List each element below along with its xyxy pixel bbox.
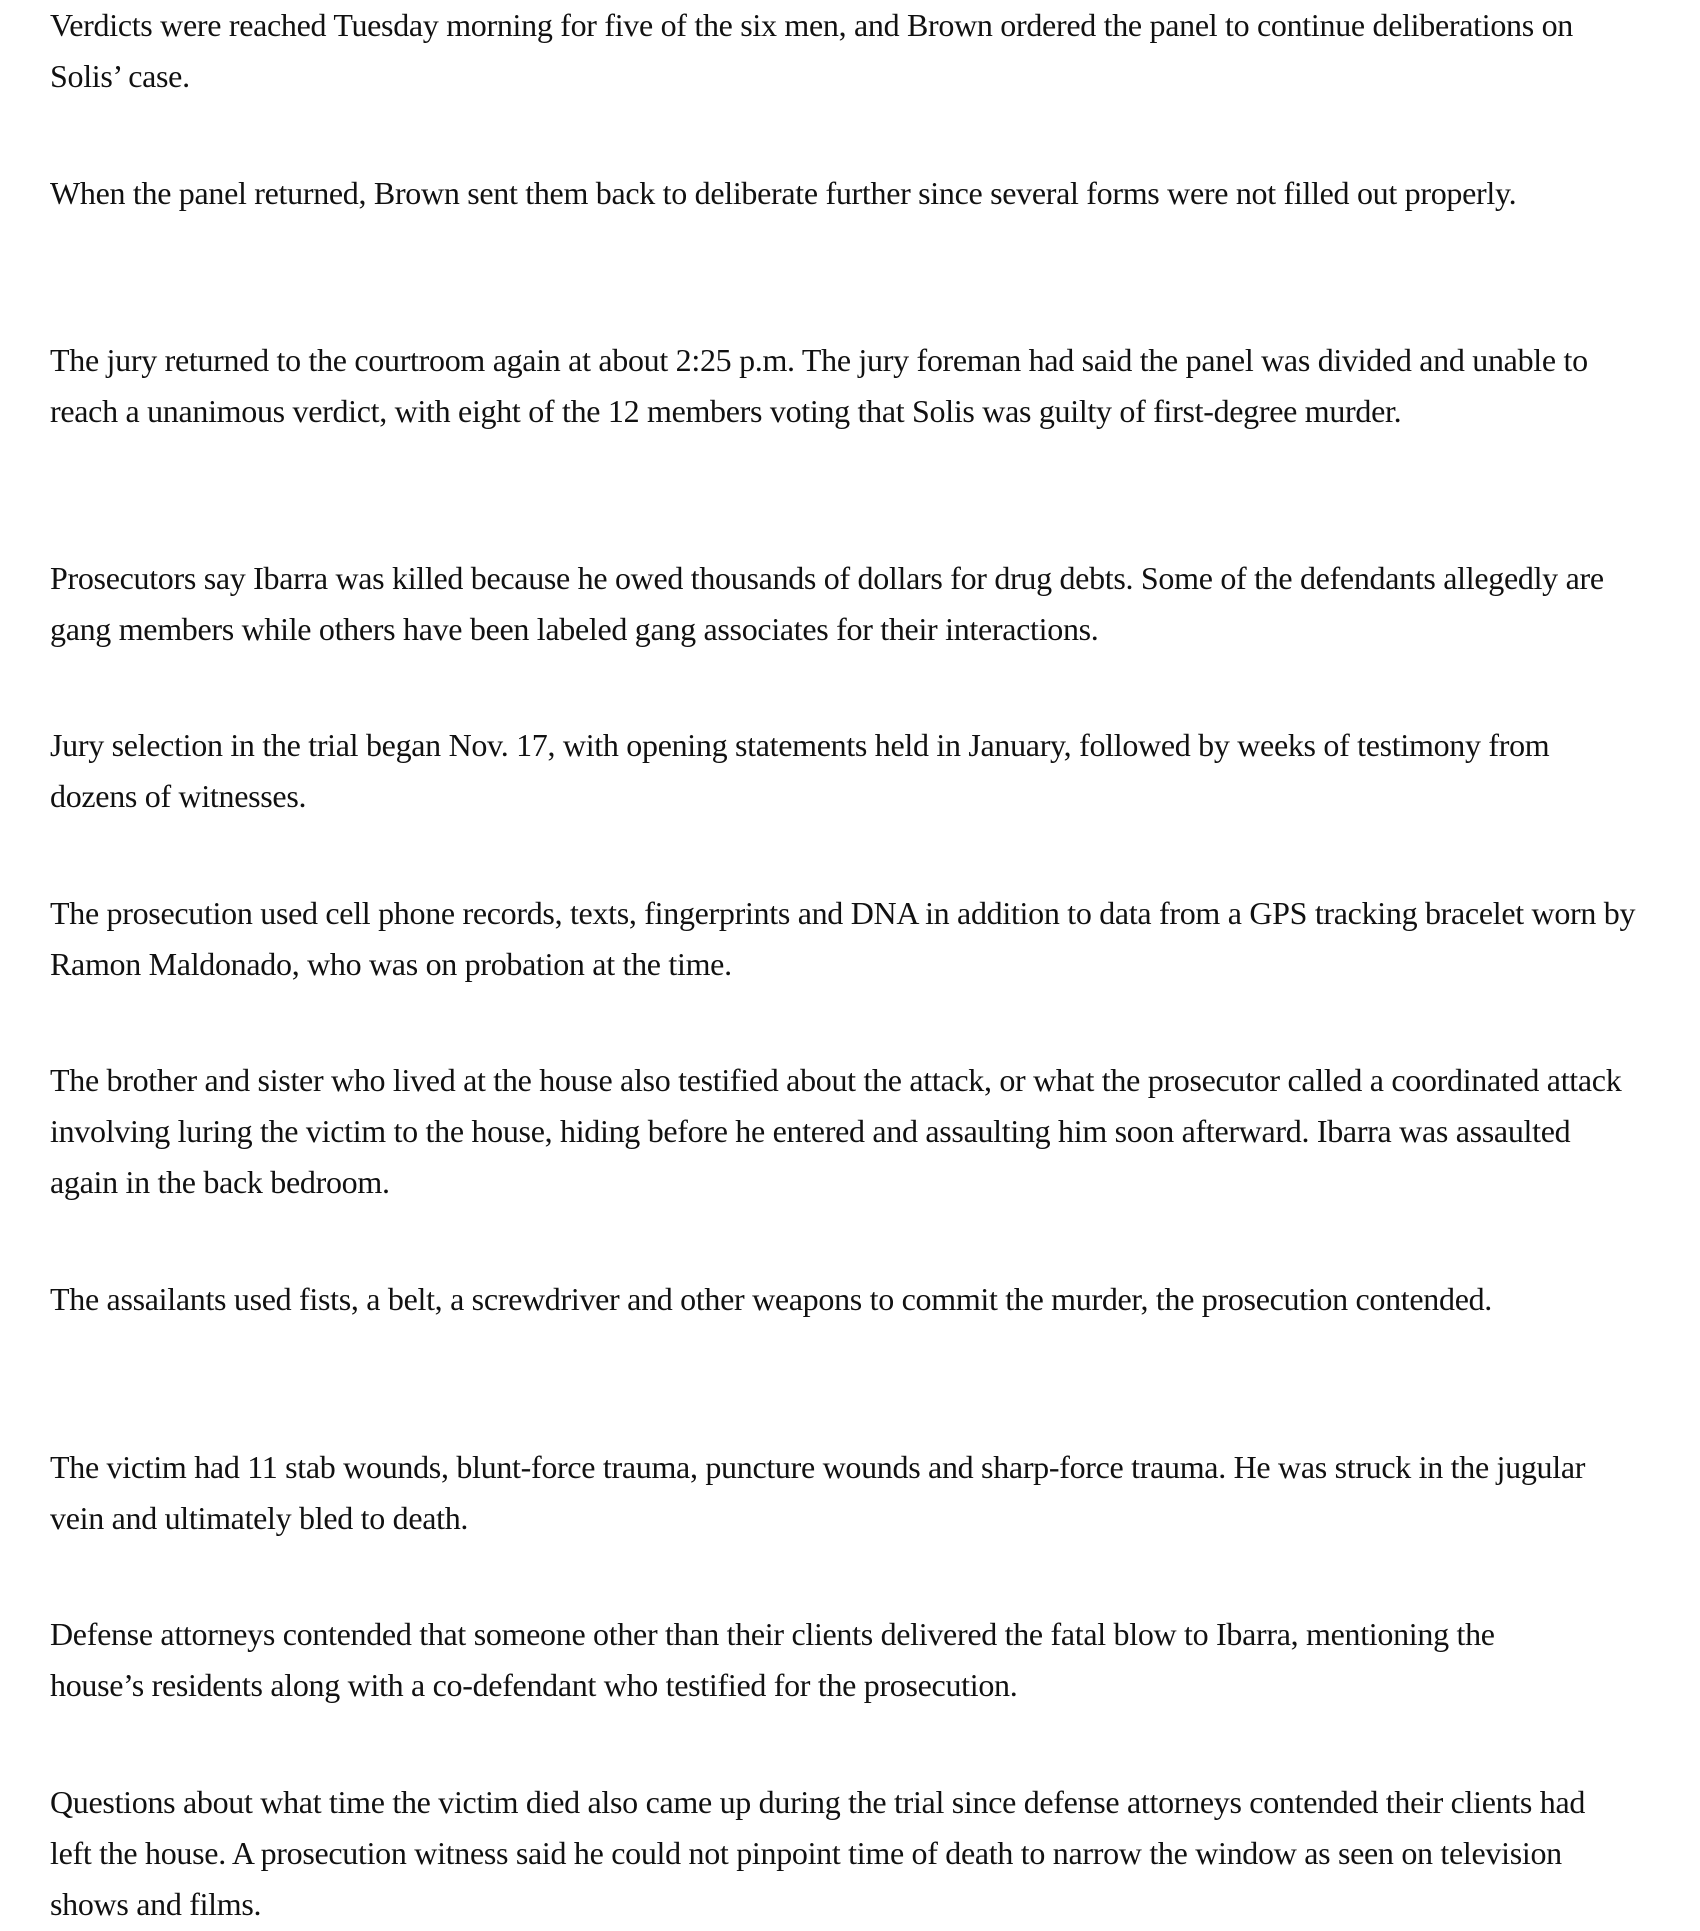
paragraph-prosecution-evidence: The prosecution used cell phone records, texts, fingerprints and DNA in addition to data from a GPS tracking bracelet worn by Ramon Maldonado, who was on probation at the time. (50, 895, 1636, 982)
paragraph-victim-wounds: The victim had 11 stab wounds, blunt-force trauma, puncture wounds and sharp-force trauma. He was struck in the jugular vein and ultimately bled to death. (50, 1449, 1586, 1536)
paragraph-assailants: The assailants used fists, a belt, a screwdriver and other weapons to commit the murder, the prosecution contended. (50, 1281, 1493, 1317)
paragraph-jury-returned: The jury returned to the courtroom again at about 2:25 p.m. The jury foreman had said the panel was divided and unable to reach a unanimous verdict, with eight of the 12 members voting that Solis was guilty of first-degree murder. (50, 342, 1588, 429)
paragraph-verdicts: Verdicts were reached Tuesday morning for five of the six men, and Brown ordered the panel to continue deliberations on Solis’ case. (50, 7, 1573, 94)
paragraph-defense-attorneys: Defense attorneys contended that someone other than their clients delivered the fatal blow to Ibarra, mentioning the house’s residents along with a co-defendant who testified for the prosecution. (50, 1616, 1495, 1703)
paragraph-jury-selection: Jury selection in the trial began Nov. 17, with opening statements held in January, followed by weeks of testimony from dozens of witnesses. (50, 727, 1550, 814)
paragraph-brother-sister: The brother and sister who lived at the house also testified about the attack, or what the prosecutor called a coordinated attack involving luring the victim to the house, hiding before he entered and assaulting him soon afterward. Ibarra was assaulted again in the back bedroom. (50, 1062, 1622, 1200)
paragraph-time-of-death: Questions about what time the victim died also came up during the trial since defense attorneys contended their clients had left the house. A prosecution witness said he could not pinpoint time of death to narrow the window as seen on television shows and films. (50, 1784, 1586, 1922)
document-page (50, 0, 1650, 1931)
paragraph-panel-returned: When the panel returned, Brown sent them back to deliberate further since several forms were not filled out properly. (50, 175, 1517, 211)
paragraph-prosecutors-say: Prosecutors say Ibarra was killed because he owed thousands of dollars for drug debts. Some of the defendants allegedly are gang members while others have been labeled gang associates for their interactions. (50, 560, 1604, 647)
